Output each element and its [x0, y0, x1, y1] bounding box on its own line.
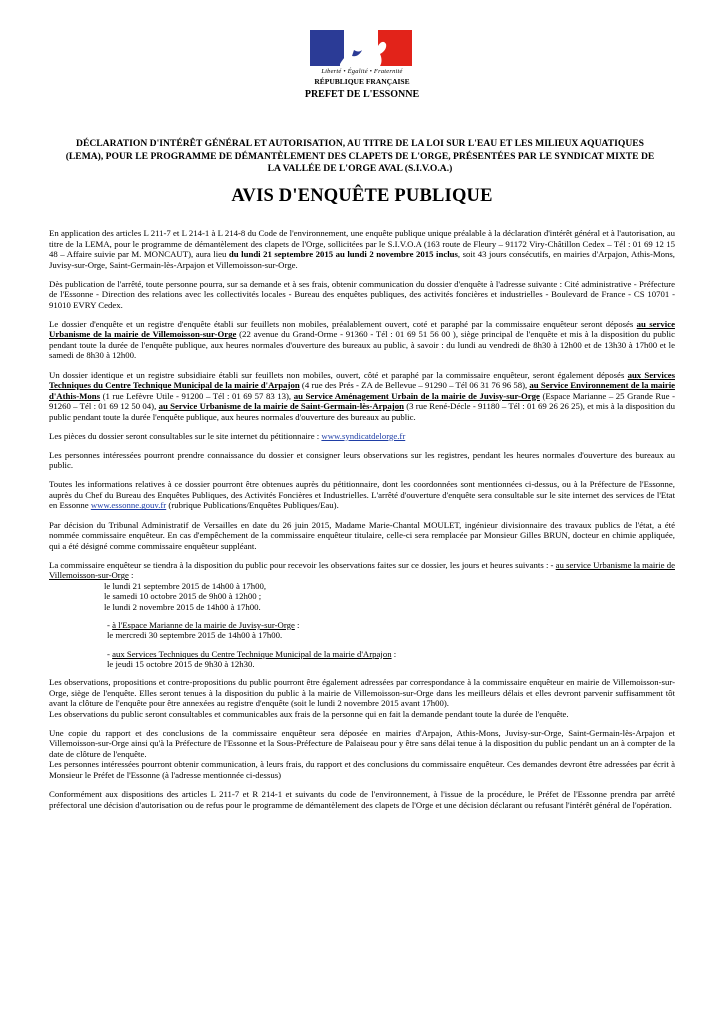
permanence-date: le mercredi 30 septembre 2015 de 14h00 à 17h00. [107, 630, 283, 641]
marianne-logo [310, 30, 412, 66]
text-span: (3 rue René-Décle - 91180 – Tél : 01 69 26 26 25), et mis à la disposition du public pendant toute la durée l'enquête publique, aux heures normales d'ouverture des bureaux au public. [49, 401, 675, 422]
republic-motto: Liberté • Égalité • Fraternité [321, 68, 403, 75]
text-span: : [128, 570, 134, 581]
paragraph-communication: Dès publication de l'arrêté, toute personne pourra, sur sa demande et à ses frais, obtenir communication du dossier d'enquête à l'adresse suivante : Cité administrative - Préfecture de l'Essonne - Direction des relations avec les collectivités locales - Bureau des enquêtes publiques, des activités foncières et industrielles - Boulevard de France - CS 10701 - 91010 EVRY Cedex. [49, 278, 675, 310]
notice-body [49, 228, 675, 819]
paragraph-observations: Les observations du public seront consultables et communicables aux frais de la personne qui en fait la demande pendant toute la durée de l'enquête. [49, 708, 569, 719]
text-span: La commissaire enquêteur se tiendra à la disposition du public pour recevoir les observations faites sur ce dossier, les jours et heures suivants : - [49, 559, 556, 570]
paragraph-intro [49, 228, 675, 270]
paragraph-permanences-intro [49, 560, 675, 581]
text-span: (rubrique Publications/Enquêtes Publiques/Eau). [166, 500, 339, 511]
permanences-list [49, 560, 675, 677]
saint-germain-service: au Service Urbanisme de la mairie de Saint-Germain-lès-Arpajon [158, 401, 404, 412]
paragraph-consult: Les personnes intéressées pourront prendre connaissance du dossier et consigner leurs observations sur les registres, pendant les heures normales d'ouverture des bureaux au public. [49, 449, 675, 471]
paragraph-main-dossier [49, 319, 675, 361]
permanence-date: le samedi 10 octobre 2015 de 9h00 à 12h00 ; [104, 591, 262, 602]
permanence-date: le lundi 2 novembre 2015 de 14h00 à 17h00. [104, 601, 261, 612]
declaration-title: DÉCLARATION D'INTÉRÊT GÉNÉRAL ET AUTORISATION, AU TITRE DE LA LOI SUR L'EAU ET LES MILIEUX AQUATIQUES (LEMA), POUR LE PROGRAMME DE DÉMANTÈLEMENT DES CLAPETS DE L'ORGE, PRÉSENTÉES PAR LE SYNDICAT MIXTE DE LA VALLÉE DE L'ORGE AVAL (S.I.V.O.A.) [65, 138, 655, 174]
enquiry-dates: du lundi 21 septembre 2015 au lundi 2 novembre 2015 inclus [228, 249, 458, 260]
text-span: (1 rue Lefèvre Utile - 91200 – Tél : 01 69 57 83 13), [100, 390, 294, 401]
arpajon-service: aux Services Techniques du Centre Technique Municipal de la mairie d'Arpajon [49, 369, 675, 391]
text-span: Les pièces du dossier seront consultables sur le site internet du pétitionnaire : [49, 430, 322, 441]
paragraph-report: Une copie du rapport et des conclusions de la commissaire enquêteur sera déposée en mairies d'Arpajon, Athis-Mons, Juvisy-sur-Orge, Saint-Germain-lès-Arpajon et Villemoisson-sur-Orge ainsi qu'à la Préfecture de l'Essonne et la Sous-Préfecture de Palaiseau pour y être sans délai tenue à la disposition du public pendant un an à compter de la date de clôture de l'enquête. [49, 727, 675, 759]
paragraph-commissioner: Par décision du Tribunal Administratif de Versailles en date du 26 juin 2015, Madame Marie-Chantal MOULET, ingénieur divisionnaire des travaux publics de l'état, a été nommée commissaire enquêteur. En cas d'empêchement de la commissaire enquêteur titulaire, celle-ci sera remplacée par Monsieur Gilles BRUN, docteur en chimie appliquée, qui a été désigné comme commissaire enquêteur suppléant. [49, 519, 675, 551]
paragraph-information [49, 479, 675, 511]
athis-mons-service: au Service Environnement de la mairie d'Athis-Mons [49, 380, 676, 401]
permanence-date: le lundi 21 septembre 2015 de 14h00 à 17h00, [104, 580, 267, 591]
text-span: Le dossier d'enquête et un registre d'enquête établi sur feuillets non mobiles, préalablement ouvert, coté et paraphé par la commissaire enquêteur seront déposés [49, 318, 637, 329]
juvisy-permanence-title: - à l'Espace Marianne de la mairie de Juvisy-sur-Orge : [107, 619, 300, 630]
arpajon-permanence-title: - aux Services Techniques du Centre Technique Municipal de la mairie d'Arpajon : [107, 648, 397, 659]
text-span: , soit 43 jours consécutifs, en mairies d'Arpajon, Athis-Mons, Juvisy-sur-Orge, Saint-Germain-lès-Arpajon et Villemoisson-sur-Orge. [49, 249, 675, 270]
permanence-date: le jeudi 15 octobre 2015 de 9h30 à 12h30. [107, 659, 255, 670]
text-span: (4 rue des Prés - ZA de Bellevue – 91290 – Tél 06 31 76 96 58), [299, 380, 530, 391]
text-span: (22 avenue du Grand-Orme - 91360 - Tél : 01 69 51 56 00 ), siège principal de l'enquête et mis à la disposition du public pendant toute la durée de l'enquête publique, aux heures normales d'ouverture des bureaux au public, à savoir : du lundi au vendredi de 8h30 à 12h00 et de 13h30 à 17h00 et le samedi de 8h30 à 12h00. [49, 329, 676, 361]
paragraph-report-requests: Les personnes intéressées pourront obtenir communication, à leurs frais, du rapport et des conclusions du commissaire enquêteur. Ces demandes devront être adressées par écrit à Monsieur le Préfet de l'Essonne (à l'adresse mentionnée ci-dessus) [49, 759, 675, 780]
villemoisson-service: au service Urbanisme de la mairie de Villemoisson-sur-Orge [49, 318, 675, 340]
republic-label: RÉPUBLIQUE FRANÇAISE [314, 77, 410, 86]
text-span: Toutes les informations relatives à ce dossier pourront être obtenues auprès du pétitionnaire, dont les coordonnées sont mentionnées ci-dessus, ou à la Préfecture de l'Essonne, auprès du Chef du Bureau des Enquêtes Publiques, des Activités Foncières et Industrielles. L'arrêté d'ouverture d'enquête sera consultable sur le site internet des services de l'Etat en Essonne [49, 479, 675, 511]
prefecture-website-link[interactable]: www.essonne.gouv.fr [90, 500, 167, 511]
notice-title: AVIS D'ENQUÊTE PUBLIQUE [231, 186, 493, 206]
paragraph-decision: Conformément aux dispositions des articles L 211-7 et R 214-1 et suivants du code de l'environnement, à l'issue de la procédure, le Préfet de l'Essonne prendra par arrêté préfectoral une décision d'autorisation ou de refus pour le programme de démantèlement des clapets de l'Orge et une décision déclarant ou refusant l'intérêt général de l'opération. [49, 789, 675, 810]
juvisy-service: au Service Aménagement Urbain de la mairie de Juvisy-sur-Orge [293, 390, 540, 401]
text-span: En application des articles L 211-7 et L 214-1 à L 214-8 du Code de l'environnement, une enquête publique unique préalable à la déclaration d'intérêt général et à l'autorisation, au titre de la LEMA, pour le programme de démantèlement des clapets de l'Orge, sollicitées par le S.I.V.O.A (163 route de Fleury – 91172 Viry-Châtillon Cedex – Tél : 01 69 12 15 48 – Affaire suivie par M. MONCAUT), aura lieu [49, 228, 675, 260]
juvisy-permanence-label: à l'Espace Marianne de la mairie de Juvisy-sur-Orge [112, 619, 295, 630]
paragraph-correspondence: Les observations, propositions et contre-propositions du public pourront être également adressées par correspondance à la commissaire enquêteur en mairie de Villemoisson-sur-Orge, siège de l'enquête. Elles seront tenues à la disposition du public à la mairie de Villemoisson-sur-Orge dans les meilleurs délais et elles devront parvenir suffisamment tôt avant la clôture de l'enquête pour être annexées au registre d'enquête (soit le lundi 2 novembre 2015 avant 17h00). [49, 677, 675, 709]
paragraph-website [49, 431, 675, 442]
prefecture-title: PREFET DE L'ESSONNE [304, 89, 420, 100]
text-span: Un dossier identique et un registre subsidiaire établi sur feuillets non mobiles, ouvert, côté et paraphé par la commissaire enquêteur, seront également déposés [49, 369, 628, 380]
villemoisson-permanence-title: au service Urbanisme la mairie de Villemoisson-sur-Orge [49, 559, 675, 581]
paragraph-subsidiary-dossiers [49, 370, 675, 423]
syndicat-website-link[interactable]: www.syndicatdelorge.fr [321, 430, 406, 441]
text-span: (Espace Marianne – 25 Grande Rue - 91260 – Tél : 01 69 12 50 04), [49, 390, 675, 412]
arpajon-permanence-label: aux Services Techniques du Centre Technique Municipal de la mairie d'Arpajon [112, 648, 392, 659]
